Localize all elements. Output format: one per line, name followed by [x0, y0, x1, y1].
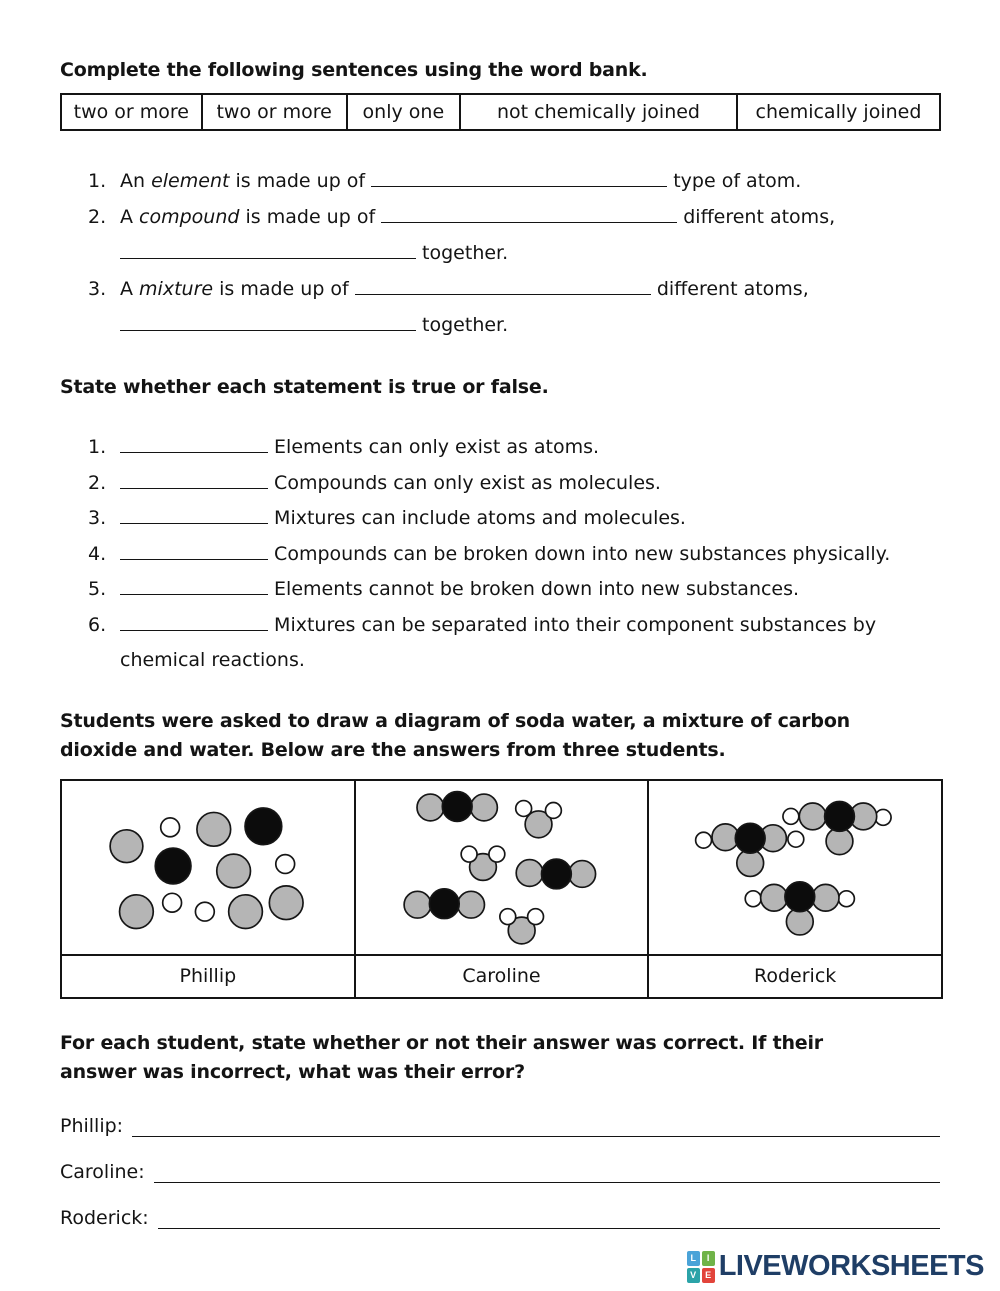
tf-statement: Elements can only exist as atoms.: [274, 436, 600, 458]
answer-blank[interactable]: [371, 174, 667, 187]
logo-grid-icon: [687, 1251, 715, 1283]
gray-atom: [417, 794, 444, 821]
logo-square-e: E: [702, 1268, 715, 1283]
white-atom: [195, 902, 214, 921]
white-atom: [696, 832, 712, 848]
sentence-text: is made up of: [235, 170, 366, 192]
sentence-text: type of atom.: [673, 170, 802, 192]
word-bank-cell: two or more: [202, 94, 347, 130]
tf-item-2: [60, 466, 940, 502]
tf-item-4: [60, 537, 940, 573]
white-atom: [839, 890, 855, 906]
white-atom: [163, 893, 182, 912]
sentence-number: 2.: [88, 206, 107, 228]
tf-answer-blank[interactable]: [120, 547, 268, 560]
white-atom: [783, 808, 799, 824]
black-atom: [442, 791, 472, 821]
final-prompt: [60, 1029, 940, 1087]
sentence-text: different atoms,: [683, 206, 836, 228]
tf-number: 2.: [88, 471, 107, 494]
tf-number: 3.: [88, 507, 107, 529]
logo-square-v: V: [687, 1268, 700, 1283]
sentence-number: 3.: [88, 278, 107, 300]
white-atom: [489, 846, 505, 862]
caroline-diagram-cell: [355, 780, 649, 955]
gray-atom: [568, 860, 595, 887]
gray-atom: [457, 891, 484, 918]
students-intro: [60, 707, 940, 765]
answer-blank[interactable]: [355, 282, 651, 295]
word-bank-table: [60, 93, 941, 131]
tf-item-6-continuation: chemical reactions.: [120, 649, 305, 671]
fill-in-list: [60, 163, 940, 343]
black-atom: [785, 881, 815, 911]
fill-in-sentence-3: [60, 271, 940, 307]
fill-in-sentence-2: [60, 199, 940, 235]
word-bank-cell: only one: [347, 94, 460, 130]
student-name-label: Roderick: [648, 955, 942, 998]
tf-item-6: [60, 608, 940, 644]
sentence-text: together.: [422, 314, 509, 336]
sentence-text: A: [120, 206, 133, 228]
tf-statement: Compounds can be broken down into new substances physically.: [274, 542, 891, 565]
sentence-text: A: [120, 278, 133, 300]
fill-in-sentence-1: [60, 163, 940, 199]
white-atom: [788, 831, 804, 847]
tf-answer-blank[interactable]: [120, 582, 268, 595]
tf-item-1: [60, 430, 940, 466]
answer-line-blank[interactable]: [154, 1163, 940, 1183]
answer-label: Caroline:: [60, 1160, 145, 1183]
tf-answer-blank[interactable]: [120, 511, 268, 524]
caroline-diagram: [356, 781, 648, 954]
sentence-number: 1.: [88, 170, 107, 192]
tf-answer-blank[interactable]: [120, 618, 268, 631]
student-name-label: Phillip: [61, 955, 355, 998]
logo-square-i: I: [702, 1251, 715, 1266]
gray-atom: [197, 812, 231, 846]
sentence-text: different atoms,: [656, 278, 809, 300]
sentence-text: is made up of: [219, 278, 349, 300]
term-italic: mixture: [139, 278, 214, 300]
roderick-diagram-cell: [648, 780, 942, 955]
black-atom: [155, 848, 191, 884]
term-italic: compound: [139, 206, 240, 228]
gray-atom: [120, 894, 154, 928]
fill-in-sentence-2-continuation: [60, 235, 940, 271]
term-italic: element: [151, 170, 230, 192]
answer-line-caroline: [60, 1159, 940, 1183]
black-atom: [541, 859, 571, 889]
final-prompt-line1: For each student, state whether or not their answer was correct. If their: [60, 1031, 823, 1054]
tf-number: 4.: [88, 542, 107, 565]
tf-statement: Mixtures can include atoms and molecules.: [274, 507, 686, 529]
gray-atom: [404, 891, 431, 918]
answers-section: [60, 1113, 940, 1229]
gray-atom: [813, 884, 840, 911]
gray-atom: [269, 885, 303, 919]
fill-in-sentence-3-continuation: [60, 307, 940, 343]
answer-label: Roderick:: [60, 1206, 149, 1229]
tf-answer-blank[interactable]: [120, 440, 268, 453]
answer-line-phillip: [60, 1113, 940, 1137]
white-atom: [876, 809, 892, 825]
sentence-text: An: [120, 170, 146, 192]
answer-blank[interactable]: [120, 246, 416, 259]
heading-true-false: State whether each statement is true or false.: [60, 376, 549, 398]
tf-item-5: [60, 572, 940, 608]
black-atom: [429, 888, 459, 918]
black-atom: [245, 807, 282, 844]
answer-line-blank[interactable]: [158, 1209, 940, 1229]
black-atom: [825, 801, 855, 831]
tf-number: 6.: [88, 613, 107, 636]
tf-statement: Compounds can only exist as molecules.: [274, 471, 661, 494]
gray-atom: [217, 854, 251, 888]
word-bank-cell: chemically joined: [737, 94, 940, 130]
liveworksheets-logo[interactable]: [687, 1250, 984, 1283]
white-atom: [515, 800, 531, 816]
tf-statement: Elements cannot be broken down into new substances.: [274, 578, 800, 600]
tf-number: 1.: [88, 436, 107, 458]
true-false-list: [60, 430, 940, 679]
white-atom: [500, 908, 516, 924]
logo-square-l: L: [687, 1251, 700, 1266]
answer-line-blank[interactable]: [132, 1117, 940, 1137]
gray-atom: [800, 803, 827, 830]
white-atom: [161, 817, 180, 836]
tf-item-3: [60, 501, 940, 537]
gray-atom: [470, 794, 497, 821]
gray-atom: [761, 884, 788, 911]
heading-complete-sentences: Complete the following sentences using the word bank.: [60, 59, 648, 81]
white-atom: [746, 890, 762, 906]
answer-label: Phillip:: [60, 1114, 124, 1137]
gray-atom: [229, 894, 263, 928]
student-name-label: Caroline: [355, 955, 649, 998]
white-atom: [545, 802, 561, 818]
tf-number: 5.: [88, 578, 107, 600]
answer-blank[interactable]: [120, 318, 416, 331]
gray-atom: [110, 829, 143, 862]
tf-statement: Mixtures can be separated into their component substances by: [274, 613, 877, 636]
roderick-diagram: [649, 781, 941, 954]
word-bank-cell: two or more: [61, 94, 202, 130]
tf-answer-blank[interactable]: [120, 476, 268, 489]
word-bank-cell: not chemically joined: [460, 94, 737, 130]
sentence-text: is made up of: [245, 206, 376, 228]
gray-atom: [516, 859, 543, 886]
answer-line-roderick: [60, 1205, 940, 1229]
white-atom: [527, 908, 543, 924]
logo-wordmark: LIVEWORKSHEETS: [718, 1250, 984, 1282]
phillip-diagram: [62, 781, 354, 954]
black-atom: [736, 823, 766, 853]
white-atom: [276, 854, 295, 873]
phillip-diagram-cell: [61, 780, 355, 955]
students-intro-line1: Students were asked to draw a diagram of soda water, a mixture of carbon: [60, 709, 851, 732]
final-prompt-line2: answer was incorrect, what was their error?: [60, 1060, 525, 1083]
students-intro-line2: dioxide and water. Below are the answers from three students.: [60, 738, 726, 761]
white-atom: [461, 846, 477, 862]
answer-blank[interactable]: [381, 210, 677, 223]
sentence-text: together.: [422, 242, 509, 264]
student-diagrams-table: [60, 779, 943, 999]
